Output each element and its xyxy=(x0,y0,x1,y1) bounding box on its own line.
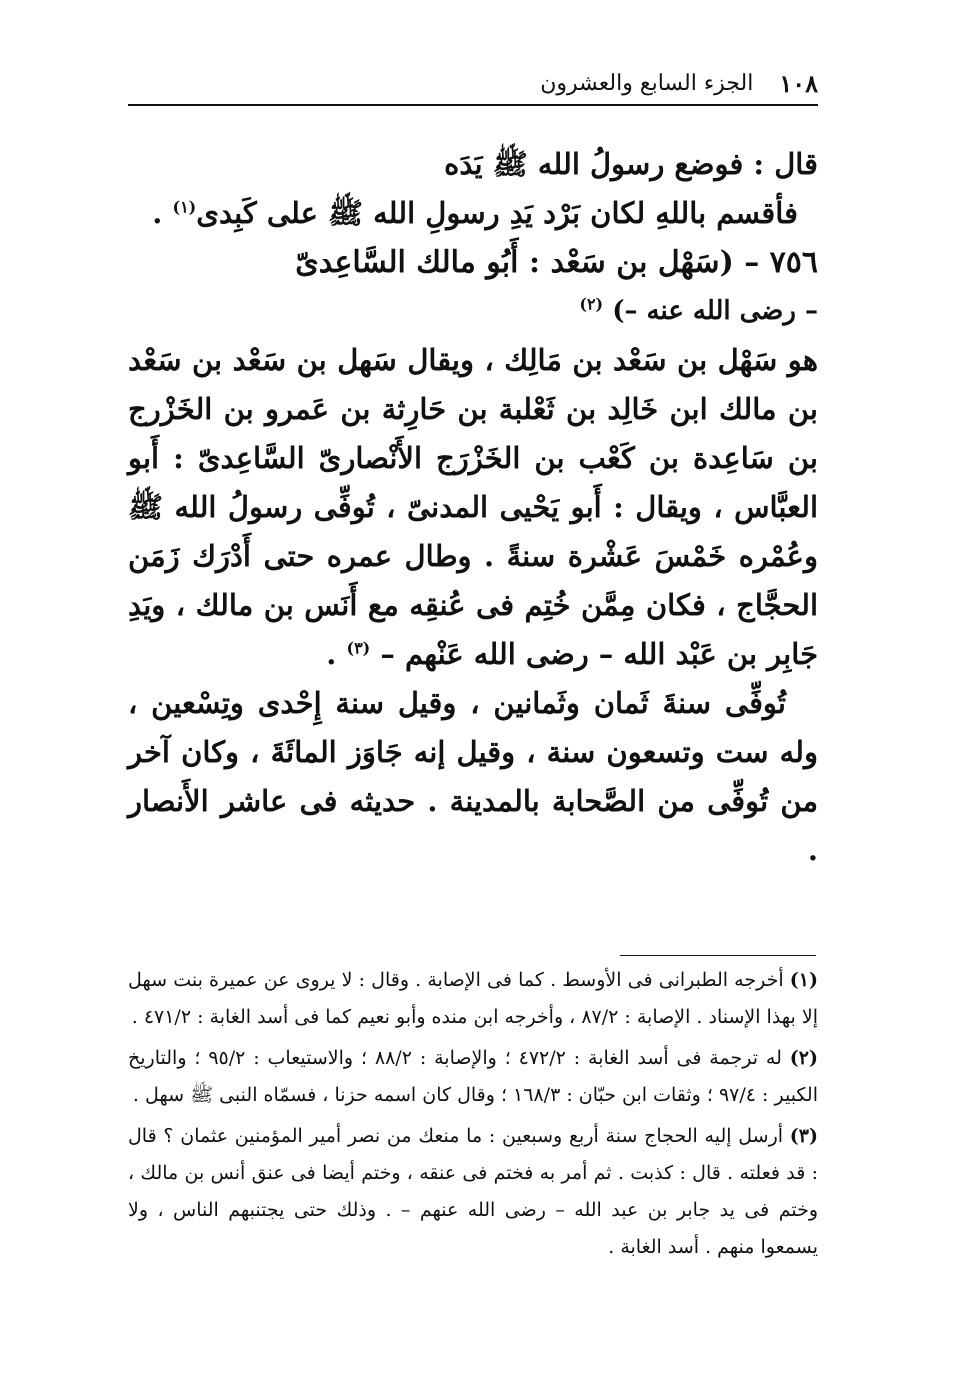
intro-verse xyxy=(128,140,818,238)
footnote-ref-3: (٣) xyxy=(346,638,371,658)
footnote-3 xyxy=(128,1118,818,1266)
intro-line-2-end: . xyxy=(152,196,173,230)
intro-line-1: قال : فوضع رسولُ الله ﷺ يَدَه xyxy=(444,147,818,181)
page-header xyxy=(128,62,818,106)
footnote-ref-1: (١) xyxy=(172,197,197,217)
footnote-2 xyxy=(128,1040,818,1114)
entry-paragraph-1-text: هو سَهْل بن سَعْد بن مَالِك ، ويقال سَهل بن سَعْد بن سَعْد بن مالك ابن خَالِد بن ثَعْلبة بن حَارِثة بن عَمرو بن الخَزْرج بن سَاعِدة بن كَعْب بن الخَزْرَج الأَنْصارىّ السَّاعِدىّ : أَبو العبَّاس ، ويقال : أَبو يَحْيى المدنىّ ، تُوفِّى رسولُ الله ﷺ وعُمْره خَمْسَ عَشْرة سنةً . وطال عمره حتى أَدْرَك زَمَن الحجَّاج ، فكان مِمَّن خُتِم فى عُنقِه مع أَنَس بن مالك ، ويَدِ جَابِر بن عَبْد الله – رضى الله عَنْهم – xyxy=(128,343,818,671)
footnote-divider xyxy=(620,955,816,956)
entry-paragraph-1 xyxy=(128,336,818,679)
footnote-text: له ترجمة فى أسد الغابة : ٤٧٢/٢ ؛ والإصابة : ٨٨/٢ ؛ والاستيعاب : ٩٥/٢ ؛ والتاريخ الكبير : ٩٧/٤ ؛ وثقات ابن حبّان : ١٦٨/٣ ؛ وقال كان اسمه حزنا ، فسمّاه النبى ﷺ سهل . xyxy=(128,1047,818,1106)
footnote-1 xyxy=(128,962,818,1036)
entry-subtitle-text: – رضى الله عنه –) xyxy=(612,296,818,326)
footnote-number: (١) xyxy=(789,969,818,991)
footnote-number: (٢) xyxy=(789,1047,818,1069)
footnote-number: (٣) xyxy=(789,1125,818,1147)
footnote-text: أرسل إليه الحجاج سنة أربع وسبعين : ما منعك من نصر أمير المؤمنين عثمان ؟ قال : قد فعلته . قال : كذبت . ثم أمر به فختم فى عنقه ، وختم أيضا فى عنق أنس بن مالك ، وختم فى يد جابر بن عبد الله – رضى الله عنهم – . وذلك حتى يجتنبهم الناس ، ولا يسمعوا منهم . أسد الغابة . xyxy=(128,1125,818,1258)
entry-subtitle xyxy=(128,287,818,336)
intro-line-2-text: فأقسم باللهِ لكان بَرْد يَدِ رسولِ الله ﷺ على كَبِدى xyxy=(196,196,798,230)
footnote-text: أخرجه الطبرانى فى الأوسط . كما فى الإصابة . وقال : لا يروى عن عميرة بنت سهل إلا بهذا الإسناد . الإصابة : ٨٧/٢ ، وأخرجه ابن منده وأبو نعيم كما فى أسد الغابة : ٤٧١/٢ . xyxy=(128,969,818,1028)
footnotes xyxy=(128,962,818,1270)
entry-paragraph-2: تُوفِّى سنةَ ثَمان وثَمانين ، وقيل سنة إِحْدى وتِسْعين ، وله ست وتسعون سنة ، وقيل إنه جَاوَز المائَةَ ، وكان آخر من تُوفِّى من الصَّحابة بالمدينة . حديثه فى عاشر الأَنصار . xyxy=(128,686,818,867)
page-number: ١٠٨ xyxy=(779,68,818,98)
footnote-ref-2: (٢) xyxy=(579,294,604,314)
entry-paragraph-1-end: . xyxy=(326,637,347,671)
running-title: الجزء السابع والعشرون xyxy=(540,70,754,96)
intro-line-2 xyxy=(128,189,818,238)
entry-title: ٧٥٦ – (سَهْل بن سَعْد : أَبُو مالك السَّاعِدىّ xyxy=(295,245,818,280)
main-text xyxy=(128,140,818,875)
